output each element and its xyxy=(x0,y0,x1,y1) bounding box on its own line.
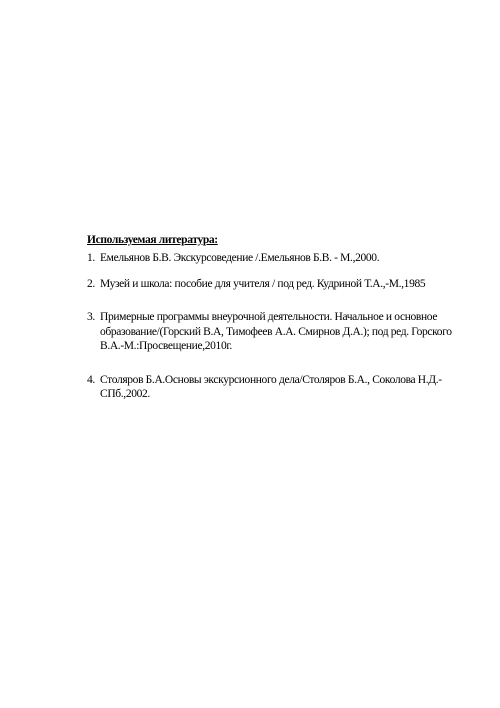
references-list xyxy=(87,251,465,402)
reference-item xyxy=(87,373,465,402)
reference-text: Емельянов Б.В. Экскурсоведение /.Емельянов Б.В. - М.,2000. xyxy=(100,252,380,264)
reference-number: 2. xyxy=(87,277,95,290)
reference-number: 1. xyxy=(87,252,95,264)
references-heading: Используемая литература: xyxy=(87,234,218,246)
reference-text: Столяров Б.А.Основы экскурсионного дела/Столяров Б.А., Соколова Н.Д.-СПб.,2002. xyxy=(100,373,442,400)
references-section xyxy=(87,233,465,402)
reference-number: 4. xyxy=(87,373,95,386)
reference-item xyxy=(87,277,465,292)
reference-text: Музей и школа: пособие для учителя / под ред. Кудриной Т.А.,-М.,1985 xyxy=(100,277,426,290)
reference-item xyxy=(87,251,465,266)
reference-item xyxy=(87,310,465,354)
reference-text: Примерные программы внеурочной деятельности. Начальное и основное образование/(Горский В.А, Тимофеев А.А. Смирнов Д.А.); под ред. Горского В.А.-М.:Просвещение,2010г. xyxy=(100,311,452,352)
reference-number: 3. xyxy=(87,311,95,323)
